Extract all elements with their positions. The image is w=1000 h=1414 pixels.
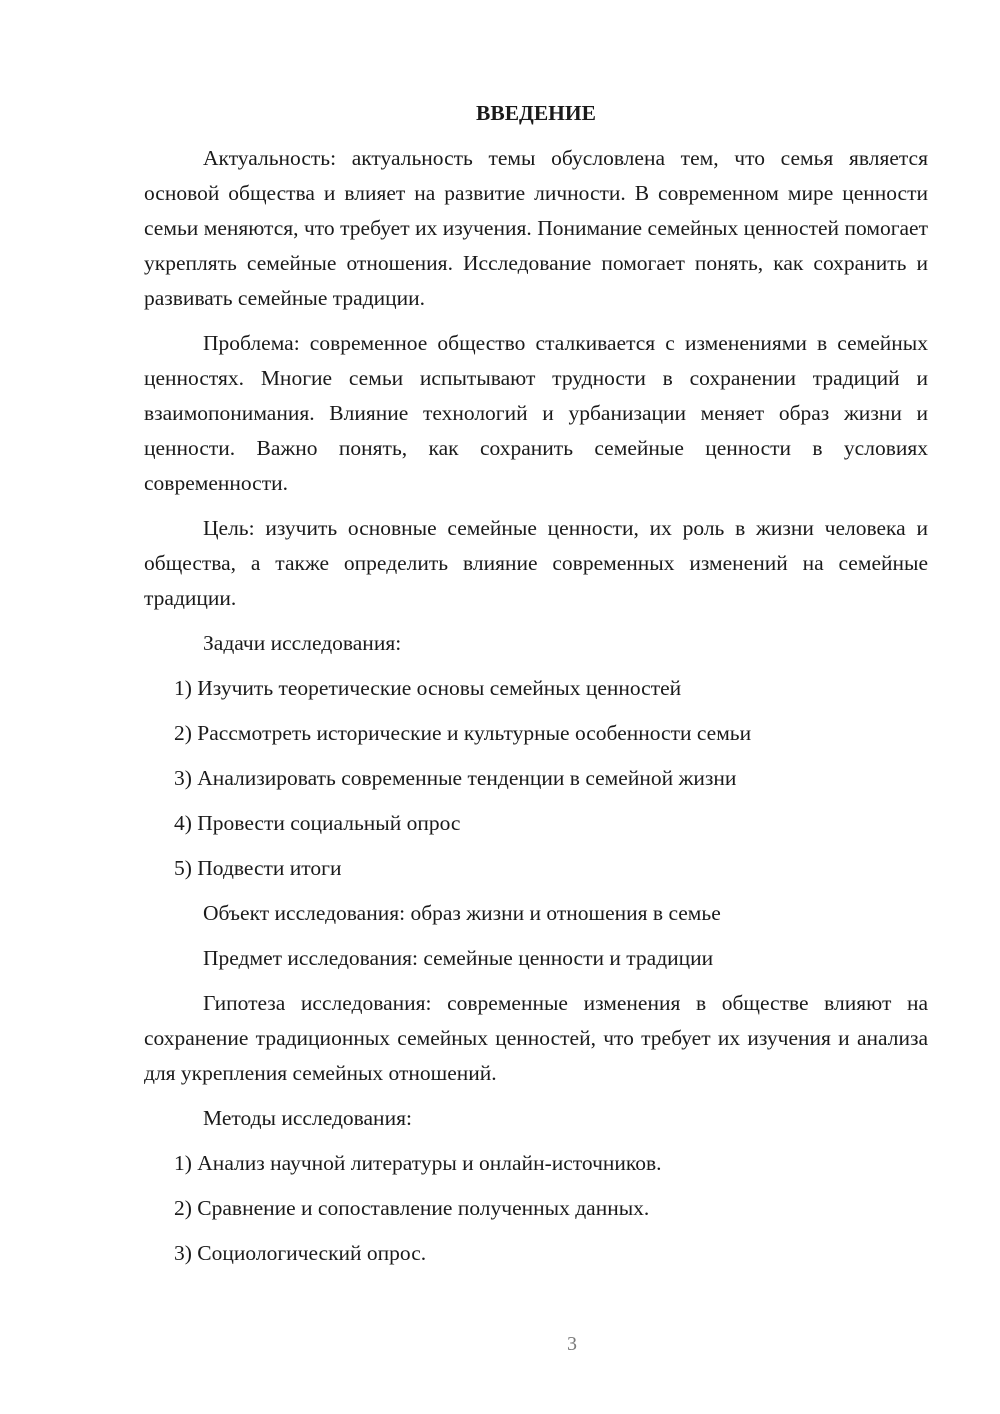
object-line: Объект исследования: образ жизни и отношения в семье [203,901,721,925]
method-item: 1) Анализ научной литературы и онлайн-источников. [174,1151,662,1175]
page-content [144,96,928,1281]
hypothesis-paragraph: Гипотеза исследования: современные изменения в обществе влияют на сохранение традиционных семейных ценностей, что требует их изучения и анализа для укрепления семейных отношений. [144,991,928,1085]
methods-heading: Методы исследования: [203,1106,412,1130]
relevance-paragraph: Актуальность: актуальность темы обусловлена тем, что семья является основой общества и влияет на развитие личности. В современном мире ценности семьи меняются, что требует их изучения. Понимание семейных ценностей помогает укреплять семейные отношения. Исследование помогает понять, как сохранить и развивать семейные традиции. [144,146,928,310]
page-title: ВВЕДЕНИЕ [476,101,596,125]
problem-paragraph: Проблема: современное общество сталкивается с изменениями в семейных ценностях. Многие семьи испытывают трудности в сохранении традиций и взаимопонимания. Влияние технологий и урбанизации меняет образ жизни и ценности. Важно понять, как сохранить семейные ценности в условиях современности. [144,331,928,495]
subject-line: Предмет исследования: семейные ценности и традиции [203,946,714,970]
task-item: 1) Изучить теоретические основы семейных ценностей [174,676,682,700]
task-item: 2) Рассмотреть исторические и культурные особенности семьи [174,721,752,745]
goal-paragraph: Цель: изучить основные семейные ценности, их роль в жизни человека и общества, а также определить влияние современных изменений на семейные традиции. [144,516,928,610]
page-number: 3 [567,1333,577,1355]
task-item: 4) Провести социальный опрос [174,811,461,835]
task-item: 3) Анализировать современные тенденции в семейной жизни [174,766,737,790]
method-item: 2) Сравнение и сопоставление полученных данных. [174,1196,650,1220]
method-item: 3) Социологический опрос. [174,1241,427,1265]
task-item: 5) Подвести итоги [174,856,342,880]
tasks-heading: Задачи исследования: [203,631,402,655]
